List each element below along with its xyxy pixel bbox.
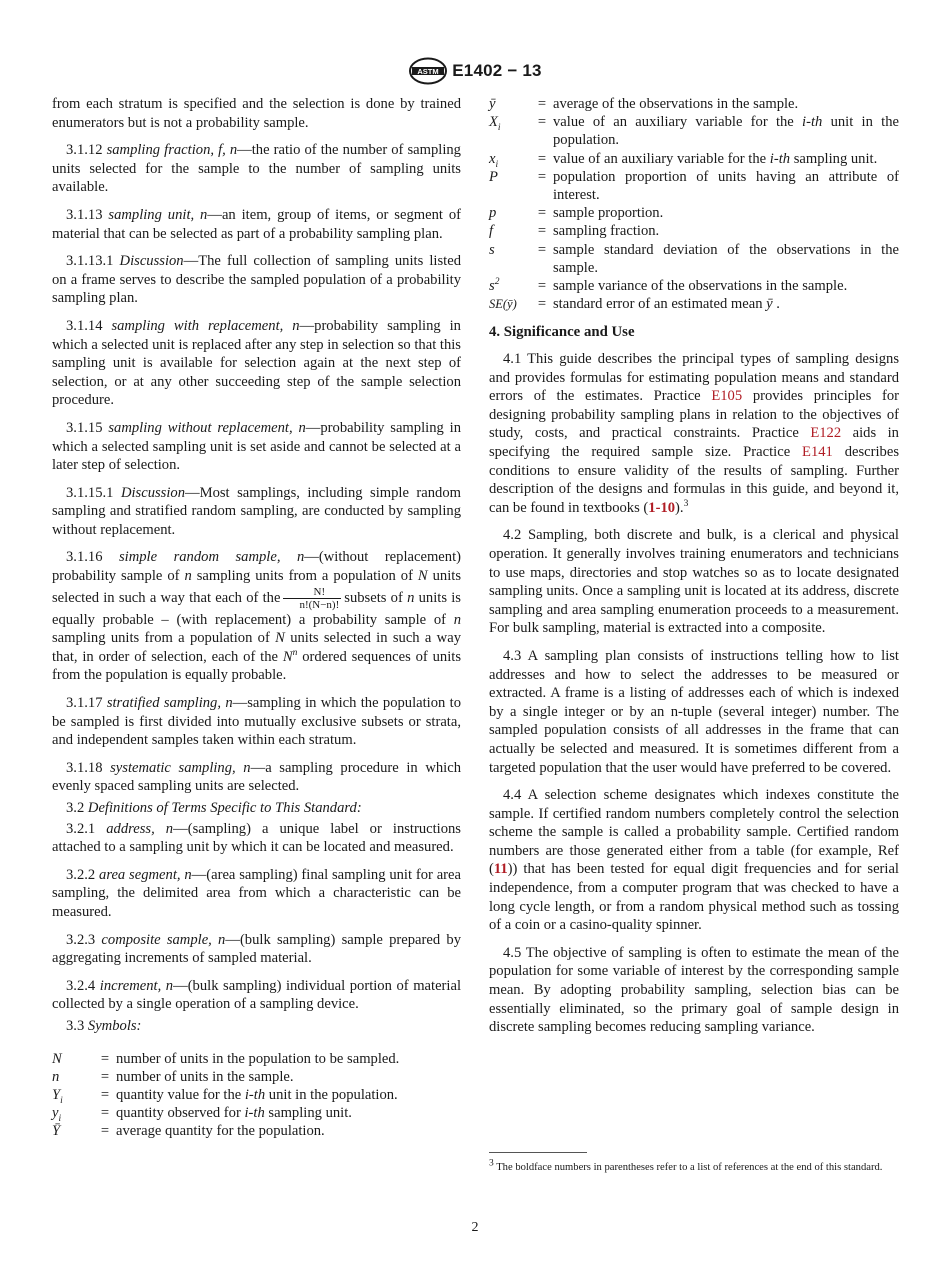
equals-sign: = xyxy=(537,96,547,112)
symbol-description: sample standard deviation of the observations in the sample. xyxy=(553,241,899,276)
ref-link-e122[interactable]: E122 xyxy=(810,425,842,442)
symbol: $x_i$ xyxy=(489,150,499,170)
symbol-description: value of an auxiliary variable for the i-th unit in the population. xyxy=(553,114,899,149)
symbol: n xyxy=(52,1068,60,1085)
equals-sign: = xyxy=(100,1086,110,1103)
document-id: E1402 − 13 xyxy=(452,61,542,80)
symbol: SE(ȳ) xyxy=(489,297,517,312)
footnote-divider xyxy=(489,1152,587,1153)
symbol-row xyxy=(489,204,899,222)
ref-link-e105[interactable]: E105 xyxy=(711,388,743,405)
symbol-row xyxy=(52,1086,461,1104)
symbol-row xyxy=(489,150,899,168)
symbol-description: average of the observations in the sample. xyxy=(553,96,799,112)
symbol-row xyxy=(52,1104,461,1122)
equals-sign: = xyxy=(537,168,547,185)
definition-3-2-2: 3.2.2 area segment, n—(area sampling) final sampling unit for area sampling, the delimited area from which a characteristic can be measured. xyxy=(52,866,461,920)
discussion-3-1-15-1: 3.1.15.1 Discussion—Most samplings, including simple random sampling and stratified random sampling, are conducted by sampling without replacement. xyxy=(52,484,461,538)
section-4-heading: 4. Significance and Use xyxy=(489,324,635,341)
right-column xyxy=(489,95,899,1046)
equals-sign: = xyxy=(100,1123,110,1140)
definition-3-1-13: 3.1.13 sampling unit, n—an item, group of items, or segment of material that can be selected as part of a probability sampling plan. xyxy=(52,206,461,242)
page-header xyxy=(0,56,950,86)
ref-link-e141[interactable]: E141 xyxy=(802,444,833,460)
symbols-table-right xyxy=(489,95,899,313)
definition-3-1-17: 3.1.17 stratified sampling, n—sampling in which the population to be sampled is first divided into mutually exclusive subsets or strata, and independent samples taken within each stratum. xyxy=(52,695,461,749)
equals-sign: = xyxy=(537,205,547,222)
definition-3-1-16: 3.1.16 simple random sample, n—(without replacement) probability sample of n sampling units from a population of N units selected in such a way that each of the $\frac{N!}{n!(N-n)!}$ subsets of n units is equally probable – (with replacement) a probability sample of n sampling units from a population of N units selected in such a way that, in order of selection, each of the $N^n$ ordered sequences of units from the population is equally probable. xyxy=(52,549,462,684)
paragraph-4-5: 4.5 The objective of sampling is often to estimate the mean of the population for some variable of interest by the corresponding sample mean. By adopting probability sampling, selection bias can be essentially eliminated, so the primary goal of sample design in discrete sampling becomes reducing sampling variance. xyxy=(489,944,899,1036)
paragraph: from each stratum is specified and the selection is done by trained enumerators but is not a probability sample. xyxy=(52,96,461,131)
paragraph-4-4: 4.4 A selection scheme designates which indexes constitute the sample. If certified random numbers completely control the selection scheme the sample is called a probability sample. Certified random numbers are those generated either from a table (for example, Ref (11)) that has been tested for equal digit frequencies and for serial independence, from a computer program that was checked to have a long cycle length, or from a random physical method such as tossing of a coin or a casino-quality spinner. xyxy=(489,787,899,934)
footnote-marker[interactable]: 3 xyxy=(683,498,689,509)
ref-link-11[interactable]: 11 xyxy=(493,861,508,878)
symbol-row xyxy=(52,1068,461,1086)
symbol: s xyxy=(489,241,495,258)
symbol: P xyxy=(489,168,498,185)
symbol: p xyxy=(489,205,497,222)
left-column xyxy=(52,95,461,1141)
svg-text:ASTM: ASTM xyxy=(417,66,439,76)
ref-link-1-10[interactable]: 1-10 xyxy=(648,499,676,516)
symbol-description: quantity observed for i-th sampling unit. xyxy=(116,1105,352,1122)
symbol: $y_i$ xyxy=(52,1105,62,1125)
symbol-row xyxy=(489,277,899,295)
definition-3-2-1: 3.2.1 address, n—(sampling) a unique label or instructions attached to a sampling unit by which it can be located and measured. xyxy=(52,820,461,856)
equals-sign: = xyxy=(537,296,547,313)
symbol-description: value of an auxiliary variable for the i-th sampling unit. xyxy=(553,150,878,167)
definition-3-1-18: 3.1.18 systematic sampling, n—a sampling procedure in which evenly spaced sampling units are selected. xyxy=(52,759,461,795)
symbol-description: sample variance of the observations in the sample. xyxy=(553,278,848,295)
symbol-row xyxy=(489,241,899,277)
symbol: f xyxy=(489,223,494,240)
discussion-3-1-13-1: 3.1.13.1 Discussion—The full collection of sampling units listed on a frame serves to describe the sampled population of a probability sampling plan. xyxy=(52,253,461,307)
symbol-description: sample proportion. xyxy=(553,205,664,222)
equals-sign: = xyxy=(537,150,547,167)
symbol-row xyxy=(489,168,899,204)
section-3-3-heading: 3.3 Symbols: xyxy=(66,1017,142,1034)
page-number: 2 xyxy=(471,1220,479,1235)
combination-fraction: $\frac{N!}{n!(N-n)!}$ xyxy=(283,586,341,611)
symbol-row xyxy=(52,1050,461,1068)
symbol-description: number of units in the population to be sampled. xyxy=(116,1050,400,1067)
symbol-row xyxy=(52,1122,461,1140)
symbol-description: sampling fraction. xyxy=(553,223,660,240)
astm-logo-icon xyxy=(408,57,448,85)
symbol: $Y_i$ xyxy=(52,1086,63,1106)
symbol-row xyxy=(489,95,899,113)
footnote: $^3$ The boldface numbers in parentheses refer to a list of references at the end of this standard. xyxy=(489,1158,883,1173)
symbol: N xyxy=(52,1050,62,1067)
equals-sign: = xyxy=(100,1050,110,1067)
definition-3-1-12: 3.1.12 sampling fraction, f, n—the ratio of the number of sampling units selected for the sample to the number of sampling units available. xyxy=(52,142,461,196)
equals-sign: = xyxy=(537,223,547,240)
symbol-row xyxy=(489,295,899,313)
symbol: $s^2$ xyxy=(489,277,500,295)
definition-3-2-4: 3.2.4 increment, n—(bulk sampling) individual portion of material collected by a single operation of a sampling device. xyxy=(52,977,462,1013)
definition-3-2-3: 3.2.3 composite sample, n—(bulk sampling) sample prepared by aggregating increments of sampled material. xyxy=(52,931,461,967)
equals-sign: = xyxy=(537,241,547,258)
symbols-table-left xyxy=(52,1050,461,1141)
symbol: $X_i$ xyxy=(489,114,501,134)
definition-3-1-15: 3.1.15 sampling without replacement, n—probability sampling in which a selected sampling unit is set aside and cannot be selected at a later step of selection. xyxy=(52,419,461,474)
equals-sign: = xyxy=(537,278,547,295)
equals-sign: = xyxy=(100,1068,110,1085)
definition-3-1-14: 3.1.14 sampling with replacement, n—probability sampling in which a selected unit is replaced after any step in selection so that this sampling unit is available for selection again at the next step of selection, or at any other succeeding step of the sample selection procedure. xyxy=(52,317,461,409)
symbol-row xyxy=(489,222,899,240)
symbol-description: quantity value for the i-th unit in the population. xyxy=(116,1086,398,1103)
symbol-description: population proportion of units having an attribute of interest. xyxy=(553,168,899,204)
section-3-2-heading: 3.2 Definitions of Terms Specific to This Standard: xyxy=(66,800,362,816)
paragraph-4-3: 4.3 A sampling plan consists of instructions telling how to list addresses and how to select the addresses to be measured or extracted. A frame is a listing of addresses each of which is indexed by a single integer or by an n-tuple (several integer) number. The sampled population consists of all addresses in the frame that can actually be selected and measured. It is sometimes different from a targeted population that the user would have preferred to be covered. xyxy=(489,647,899,776)
equals-sign: = xyxy=(537,114,547,131)
equals-sign: = xyxy=(100,1105,110,1122)
symbol-description: number of units in the sample. xyxy=(116,1068,294,1085)
symbol: Ȳ xyxy=(52,1123,61,1140)
symbol: ȳ xyxy=(489,96,496,112)
symbol-description: average quantity for the population. xyxy=(116,1123,325,1140)
symbol-row xyxy=(489,113,899,149)
paragraph-4-2: 4.2 Sampling, both discrete and bulk, is a clerical and physical operation. It generally involves training enumerators and technicians to use maps, directories and stop watches so as to locate designated sampling units. Once a sampling unit is located at its address, discrete sampling and area sampling enumeration proceeds to a measurement. For bulk sampling, material is extracted into a composite. xyxy=(489,527,899,637)
paragraph-4-1: 4.1 This guide describes the principal types of sampling designs and provides formulas for estimating population means and standard errors of the estimates. Practice E105 provides principles for designing probability sampling plans in relation to the objectives of study, costs, and practical constraints. Practice E122 aids in specifying the required sample size. Practice E141 describes conditions to ensure validity of the results of sampling. Further description of the designs and formulas in this guide, and beyond it, can be found in textbooks (1-10).$^3$ xyxy=(489,351,899,516)
symbol-description: standard error of an estimated mean ȳ . xyxy=(553,296,780,313)
